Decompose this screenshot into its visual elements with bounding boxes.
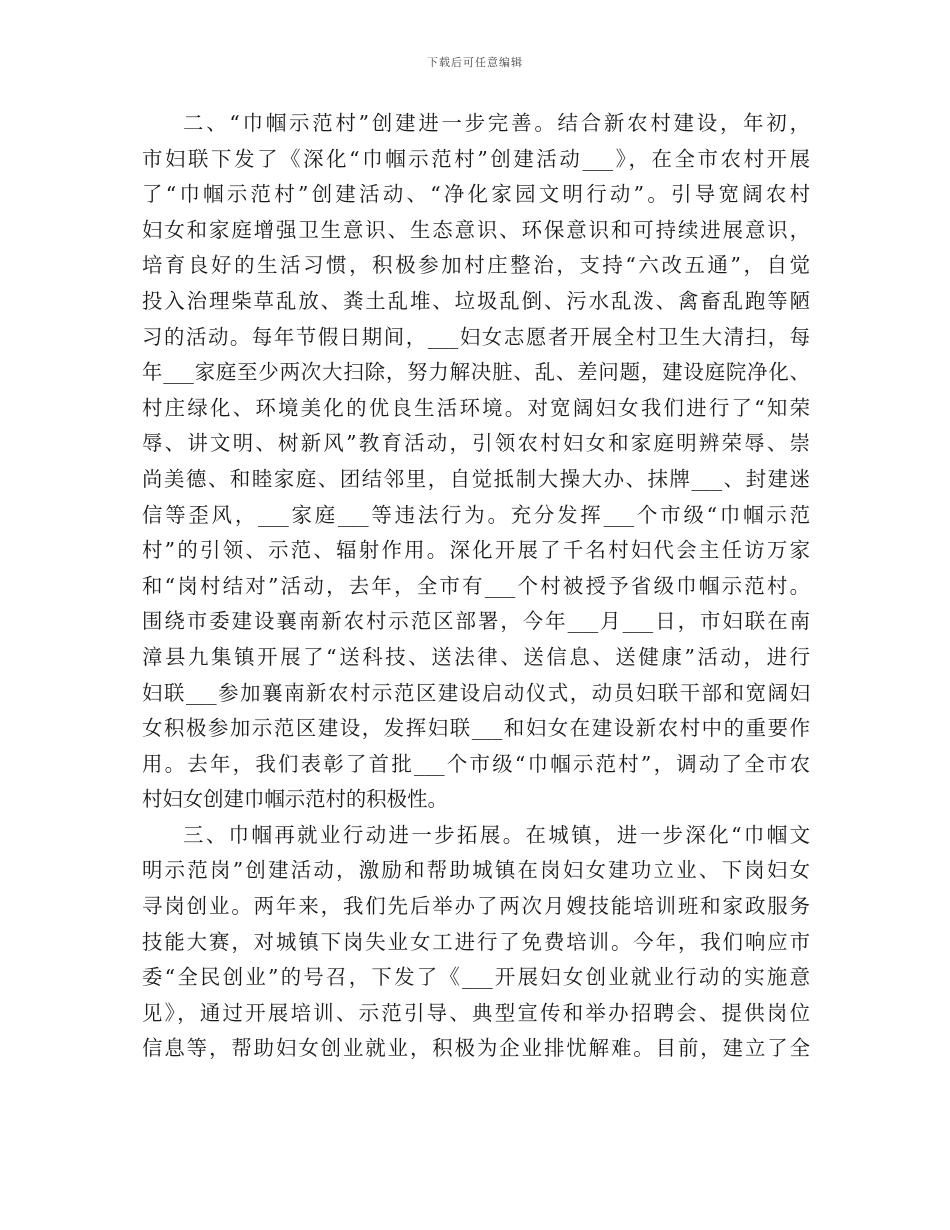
text-line: 三、巾帼再就业行动进一步拓展。在城镇，进一步深化“巾帼文	[183, 822, 810, 847]
text-line: 二、“巾帼示范村”创建进一步完善。结合新农村建设，年初，	[183, 111, 810, 135]
text-line: 技能大赛，对城镇下岗失业女工进行了免费培训。今年，我们响应市	[142, 929, 810, 954]
text-line: 妇女和家庭增强卫生意识、生态意识、环保意识和可持续进展意识，	[142, 217, 810, 242]
text-line: 漳县九集镇开展了“送科技、送法律、送信息、送健康”活动，进行	[142, 644, 810, 669]
text-line: 村庄绿化、环境美化的优良生活环境。对宽阔妇女我们进行了“知荣	[142, 395, 810, 420]
text-line: 培育良好的生活习惯，积极参加村庄整治，支持“六改五通”，自觉	[142, 253, 810, 278]
body-text	[142, 106, 810, 1067]
text-line: 围绕市委建设襄南新农村示范区部署，今年___月___日，市妇联在南	[142, 609, 810, 634]
text-line: 年___家庭至少两次大扫除，努力解决脏、乱、差问题，建设庭院净化、	[142, 360, 810, 385]
text-line: 信等歪风，___家庭___等违法行为。充分发挥___个市级“巾帼示范	[142, 502, 810, 527]
text-line: 用。去年，我们表彰了首批___个市级“巾帼示范村”，调动了全市农	[142, 751, 810, 776]
header-note: 下载后可任意编辑	[427, 56, 523, 69]
text-line: 习的活动。每年节假日期间，___妇女志愿者开展全村卫生大清扫，每	[142, 324, 810, 349]
text-line: 女积极参加示范区建设，发挥妇联___和妇女在建设新农村中的重要作	[142, 716, 810, 741]
text-line: 妇联___参加襄南新农村示范区建设启动仪式，动员妇联干部和宽阔妇	[142, 680, 810, 705]
text-line: 和“岗村结对”活动，去年，全市有___个村被授予省级巾帼示范村。	[142, 573, 810, 598]
text-line: 村妇女创建巾帼示范村的积极性。	[142, 787, 448, 812]
text-line: 见》，通过开展培训、示范引导、典型宣传和举办招聘会、提供岗位	[142, 1000, 810, 1025]
text-line: 市妇联下发了《深化“巾帼示范村”创建活动___》，在全市农村开展	[142, 146, 810, 171]
text-line: 了“巾帼示范村”创建活动、“净化家园文明行动”。引导宽阔农村	[142, 182, 810, 207]
text-line: 委“全民创业”的号召，下发了《___开展妇女创业就业行动的实施意	[142, 965, 810, 990]
text-line: 辱、讲文明、树新风”教育活动，引领农村妇女和家庭明辨荣辱、崇	[142, 431, 810, 456]
text-line: 明示范岗”创建活动，激励和帮助城镇在岗妇女建功立业、下岗妇女	[142, 858, 810, 883]
text-line: 村”的引领、示范、辐射作用。深化开展了千名村妇代会主任访万家	[142, 538, 810, 563]
text-line: 寻岗创业。两年来，我们先后举办了两次月嫂技能培训班和家政服务	[142, 894, 810, 919]
text-line: 投入治理柴草乱放、粪土乱堆、垃圾乱倒、污水乱泼、禽畜乱跑等陋	[142, 288, 810, 313]
text-line: 信息等，帮助妇女创业就业，积极为企业排忧解难。目前，建立了全	[142, 1036, 810, 1061]
text-line: 尚美德、和睦家庭、团结邻里，自觉抵制大操大办、抹牌___、封建迷	[142, 466, 810, 491]
